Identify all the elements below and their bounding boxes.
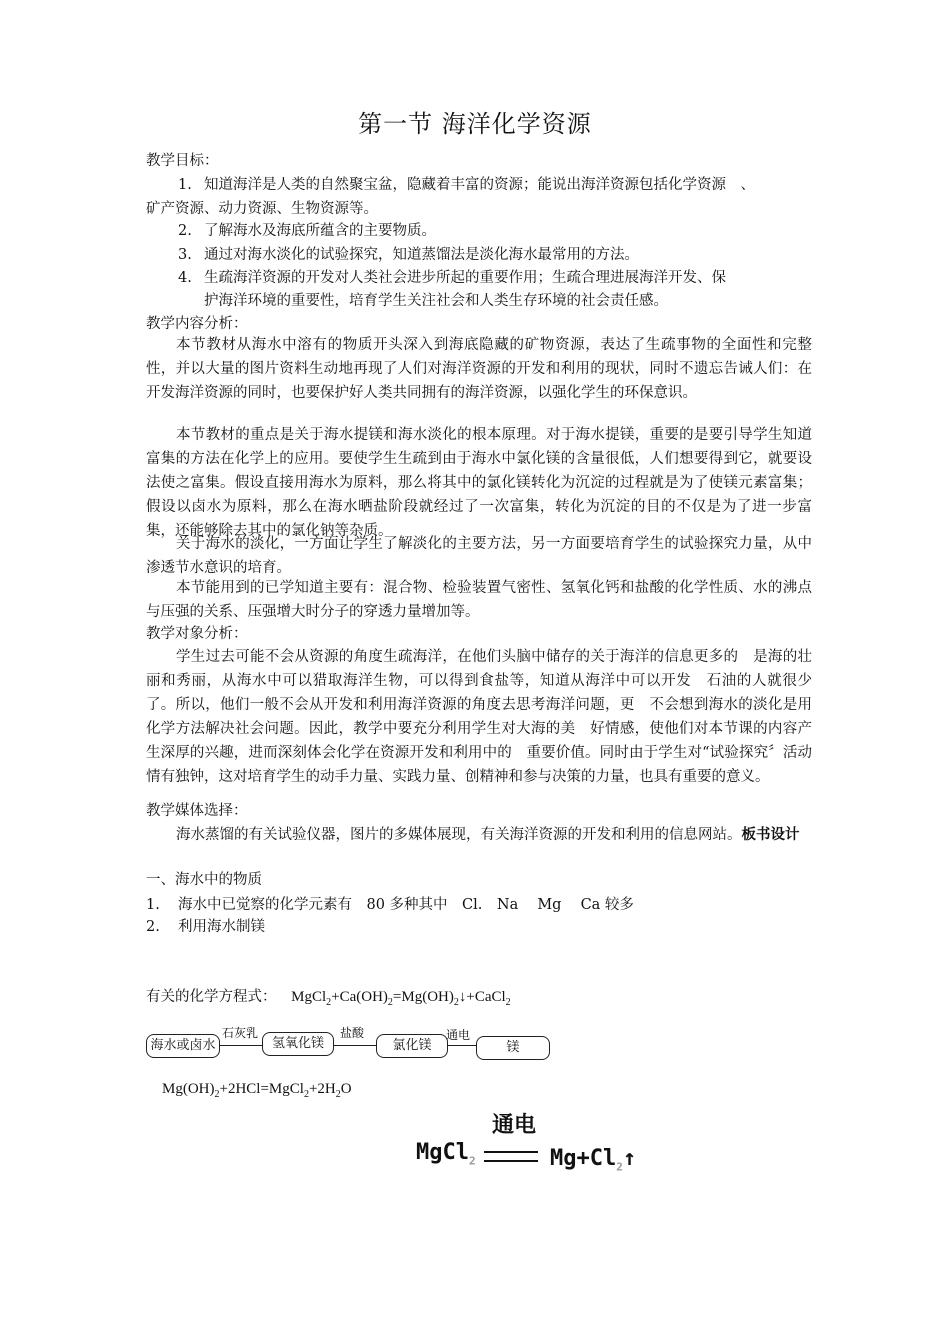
flow-label-lime: 石灰乳 bbox=[222, 1026, 259, 1040]
equation-1: $MgCl_2+Ca(OH)_2=Mg(OH)_2↓+CaCl_2$ bbox=[291, 989, 511, 1008]
goal-text: 生疏海洋资源的开发对人类社会进步所起的重要作用；生疏合理进展海洋开发、保 bbox=[204, 270, 726, 286]
board-section-heading: 一、海水中的物质 bbox=[146, 872, 262, 888]
flow-label-acid: 盐酸 bbox=[340, 1026, 365, 1040]
goal-text: 知道海洋是人类的自然聚宝盆，隐藏着丰富的资源；能说出海洋资源包括化学资源 、 bbox=[204, 177, 755, 193]
goal-number: 4. bbox=[178, 270, 192, 286]
board-item-text: 利用海水制镁 bbox=[178, 919, 265, 935]
equation-label: 有关的化学方程式： bbox=[146, 989, 277, 1005]
goal-item-4 bbox=[178, 266, 818, 290]
equation-3-condition: 通电 bbox=[492, 1113, 537, 1138]
flow-box-mg-hydroxide: 氢氧化镁 bbox=[262, 1032, 334, 1056]
media-text: 海水蒸馏的有关试验仪器，图片的多媒体展现，有关海洋资源的开发和利用的信息网站。 bbox=[176, 827, 742, 843]
goal-item-4-cont: 护海洋环境的重要性，培育学生关注社会和人类生存环境的社会责任感。 bbox=[204, 293, 668, 309]
board-design-label-cont: 设计 bbox=[770, 826, 800, 843]
equation-3-bar-top bbox=[484, 1151, 538, 1153]
content-analysis-paragraph-1: 本节教材从海水中溶有的物质开头深入到海底隐藏的矿物资源，表达了生疏事物的全面性和完整性，并以大量的图片资料生动地再现了人们对海洋资源的开发和利用的现状，同时不遗忘告诫人们：在开发海洋资源的同时，也要保护好人类共同拥有的海洋资源，以强化学生的环保意识。 bbox=[146, 337, 812, 401]
goal-item-3 bbox=[178, 243, 818, 267]
content-analysis-paragraph-4: 本节能用到的已学知道主要有：混合物、检验装置气密性、氢氧化钙和盐酸的化学性质、水的沸点与压强的关系、压强增大时分子的穿透力量增加等。 bbox=[146, 580, 812, 620]
flow-box-seawater: 海水或卤水 bbox=[146, 1034, 220, 1058]
flow-connector bbox=[448, 1045, 476, 1046]
student-analysis-paragraph: 学生过去可能不会从资源的角度生疏海洋，在他们头脑中储存的关于海洋的信息更多的 是海的壮丽和秀丽，从海水中可以猎取海洋生物，可以得到食盐等，知道从海洋中可以开发 石油的人就很少了。所以，他们一般不会从开发和利用海洋资源的角度去思考海洋问题，更 不会想到海水的淡化是用化学方法解决社会问题。因此，教学中要充分利用学生对大海的美 好情感，使他们对本节课的内容产生深厚的兴趣，进而深刻体会化学在资源开发和利用中的 重要价值。同时由于学生对“试验探究〞活动情有独钟，这对培育学生的动手力量、实践力量、创精神和参与决策的力量，也具有重要的意义。 bbox=[146, 649, 812, 785]
goal-item-1 bbox=[178, 173, 818, 197]
equation-2: $Mg(OH)_2+2HCl=MgCl_2+2H_2O$ bbox=[162, 1081, 352, 1100]
flow-box-mg-chloride: 氯化镁 bbox=[376, 1034, 448, 1058]
equation-line-1 bbox=[146, 985, 826, 1015]
board-design-label: 板书 bbox=[741, 826, 771, 843]
equation-3-left: MgCl$_2$ bbox=[416, 1140, 476, 1168]
student-analysis-heading: 教学对象分析： bbox=[146, 626, 248, 642]
equation-3-bar-bottom bbox=[484, 1160, 538, 1162]
goal-item-2 bbox=[178, 219, 818, 243]
page-title: 第一节 海洋化学资源 bbox=[358, 110, 592, 138]
flow-box-magnesium: 镁 bbox=[476, 1036, 550, 1060]
equation-3-right: $Mg+Cl_2↑$ bbox=[550, 1146, 637, 1174]
goal-text: 通过对海水淡化的试验探究，知道蒸馏法是淡化海水最常用的方法。 bbox=[204, 247, 639, 263]
goal-text: 了解海水及海底所蕴含的主要物质。 bbox=[204, 223, 436, 239]
goal-item-1-cont: 矿产资源、动力资源、生物资源等。 bbox=[146, 201, 378, 217]
board-item-2 bbox=[146, 915, 816, 939]
goal-number: 2. bbox=[178, 223, 192, 239]
board-item-number: 1. bbox=[146, 897, 160, 913]
flow-connector bbox=[220, 1045, 262, 1046]
goal-number: 3. bbox=[178, 247, 192, 263]
flow-connector bbox=[334, 1045, 376, 1046]
goals-heading: 教学目标： bbox=[146, 153, 219, 169]
goal-number: 1. bbox=[178, 177, 192, 193]
media-paragraph bbox=[146, 823, 812, 847]
board-item-text: 海水中已觉察的化学元素有 80 多种其中 Cl. Na Mg Ca 较多 bbox=[178, 897, 634, 913]
media-heading: 教学媒体选择： bbox=[146, 803, 248, 819]
board-item-1 bbox=[146, 893, 816, 917]
flow-label-electrolysis: 通电 bbox=[446, 1028, 471, 1042]
content-analysis-paragraph-3: 关于海水的淡化，一方面让学生了解淡化的主要方法，另一方面要培育学生的试验探究力量，从中渗透节水意识的培育。 bbox=[146, 536, 812, 576]
content-analysis-paragraph-2: 本节教材的重点是关于海水提镁和海水淡化的根本原理。对于海水提镁，重要的是要引导学生知道富集的方法在化学上的应用。要使学生生疏到由于海水中氯化镁的含量很低，人们想要得到它，就要设法使之富集。假设直接用海水为原料，那么将其中的氯化镁转化为沉淀的过程就是为了使镁元素富集；假设以卤水为原料，那么在海水晒盐阶段就经过了一次富集，转化为沉淀的目的不仅是为了进一步富集，还能够除去其中的氯化钠等杂质。 bbox=[146, 427, 812, 539]
board-item-number: 2. bbox=[146, 919, 160, 935]
content-analysis-heading: 教学内容分析： bbox=[146, 316, 248, 332]
